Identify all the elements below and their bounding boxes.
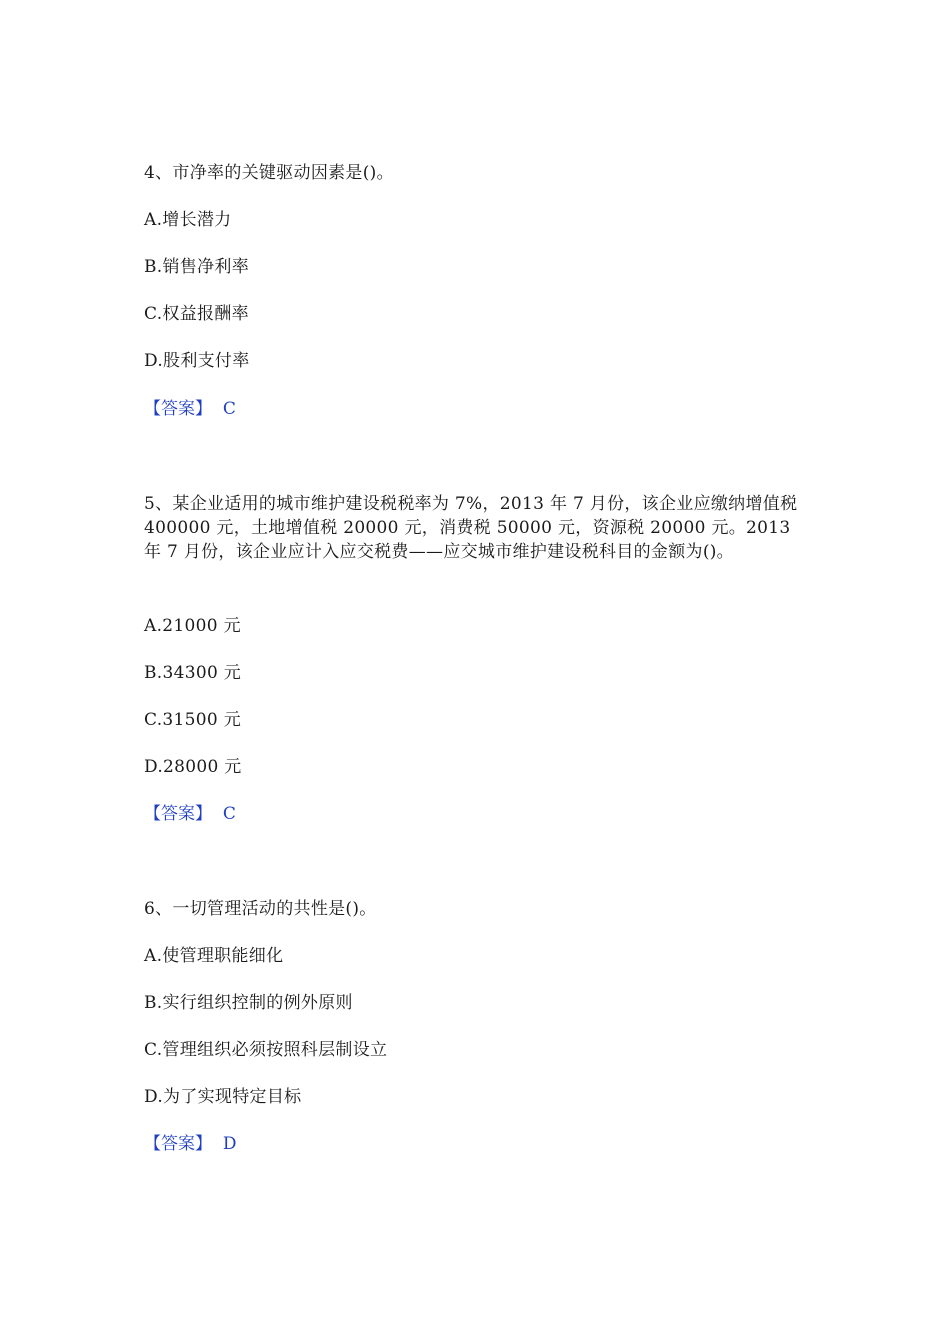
option-b: B.销售净利率 xyxy=(144,257,249,277)
option-a: A.增长潜力 xyxy=(144,210,232,230)
question-stem: 5、某企业适用的城市维护建设税税率为 7%，2013 年 7 月份，该企业应缴纳增值税 400000 元，土地增值税 20000 元，消费税 50000 元，资源税 20000 元。2013 年 7 月份，该企业应计入应交税费——应交城市维护建设税科目的金额为()。 xyxy=(144,494,798,562)
answer-tag: 【答案】 xyxy=(144,804,212,824)
option-b: B.实行组织控制的例外原则 xyxy=(144,993,353,1013)
question-5 xyxy=(144,492,804,824)
question-6 xyxy=(144,897,804,1154)
option-a: A.21000 元 xyxy=(144,616,241,636)
option-b: B.34300 元 xyxy=(144,663,242,683)
answer-value: C xyxy=(222,399,236,419)
answer-line xyxy=(144,1132,236,1156)
answer-tag: 【答案】 xyxy=(144,1134,212,1154)
option-a: A.使管理职能细化 xyxy=(144,946,284,966)
question-stem: 4、市净率的关键驱动因素是()。 xyxy=(144,163,394,183)
answer-value: C xyxy=(222,804,236,824)
question-stem: 6、一切管理活动的共性是()。 xyxy=(144,899,377,919)
question-4 xyxy=(144,161,804,419)
answer-line xyxy=(144,397,236,421)
option-d: D.为了实现特定目标 xyxy=(144,1087,302,1107)
option-d: D.股利支付率 xyxy=(144,351,250,371)
answer-line xyxy=(144,802,236,826)
option-c: C.权益报酬率 xyxy=(144,304,249,324)
answer-tag: 【答案】 xyxy=(144,399,212,419)
answer-value: D xyxy=(222,1134,237,1154)
option-c: C.31500 元 xyxy=(144,710,241,730)
option-c: C.管理组织必须按照科层制设立 xyxy=(144,1040,388,1060)
option-d: D.28000 元 xyxy=(144,757,242,777)
